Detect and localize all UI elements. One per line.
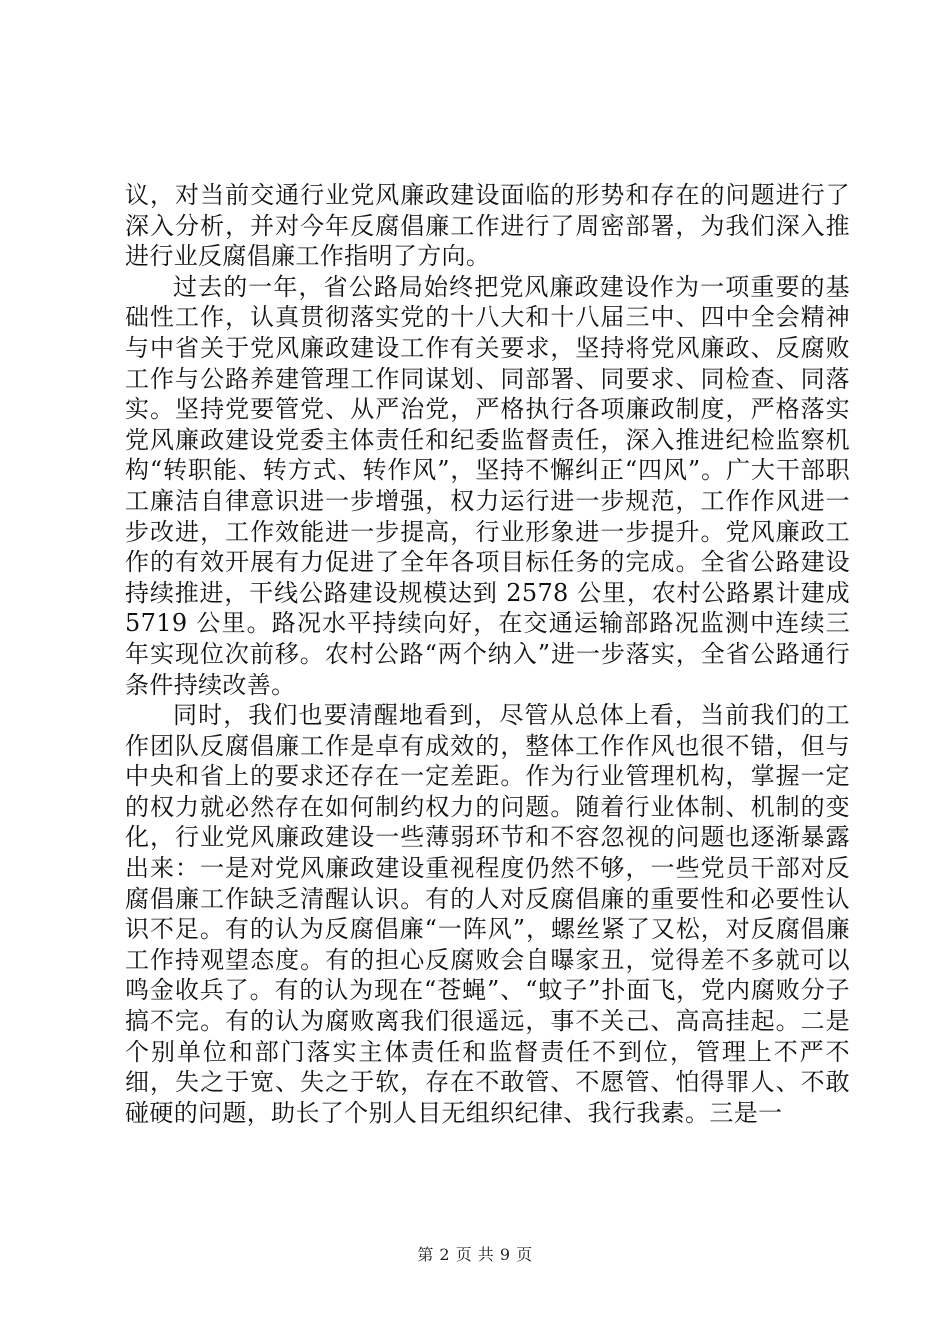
paragraph-2: 过去的一年，省公路局始终把党风廉政建设作为一项重要的基础性工作，认真贯彻落实党的十八大和十八届三中、四中全会精神与中省关于党风廉政建设工作有关要求，坚持将党风廉政、反腐败工作与公路养建管理工作同谋划、同部署、同要求、同检查、同落实。坚持党要管党、从严治党，严格执行各项廉政制度，严格落实党风廉政建设党委主体责任和纪委监督责任，深入推进纪检监察机构“转职能、转方式、转作风”，坚持不懈纠正“四风”。广大干部职工廉洁自律意识进一步增强，权力运行进一步规范，工作作风进一步改进，工作效能进一步提高，行业形象进一步提升。党风廉政工作的有效开展有力促进了全年各项目标任务的完成。全省公路建设持续推进，干线公路建设规模达到 2578 公里，农村公路累计建成 5719 公里。路况水平持续向好，在交通运输部路况监测中连续三年实现位次前移。农村公路“两个纳入”进一步落实，全省公路通行条件持续改善。 <box>125 272 850 699</box>
paragraph-3: 同时，我们也要清醒地看到，尽管从总体上看，当前我们的工作团队反腐倡廉工作是卓有成效的，整体工作作风也很不错，但与中央和省上的要求还存在一定差距。作为行业管理机构，掌握一定的权力就必然存在如何制约权力的问题。随着行业体制、机制的变化，行业党风廉政建设一些薄弱环节和不容忽视的问题也逐渐暴露出来：一是对党风廉政建设重视程度仍然不够，一些党员干部对反腐倡廉工作缺乏清醒认识。有的人对反腐倡廉的重要性和必要性认识不足。有的认为反腐倡廉“一阵风”，螺丝紧了又松，对反腐倡廉工作持观望态度。有的担心反腐败会自曝家丑，觉得差不多就可以鸣金收兵了。有的认为现在“苍蝇”、“蚊子”扑面飞，党内腐败分子搞不完。有的认为腐败离我们很遥远，事不关己、高高挂起。二是个别单位和部门落实主体责任和监督责任不到位，管理上不严不细，失之于宽、失之于软，存在不敢管、不愿管、怕得罪人、不敢碰硬的问题，助长了个别人目无组织纪律、我行我素。三是一 <box>125 701 850 1127</box>
document-body <box>125 180 850 1128</box>
page-number-footer: 第 2 页 共 9 页 <box>417 1245 533 1264</box>
paragraph-1: 议，对当前交通行业党风廉政建设面临的形势和存在的问题进行了深入分析，并对今年反腐倡廉工作进行了周密部署，为我们深入推进行业反腐倡廉工作指明了方向。 <box>125 181 850 271</box>
